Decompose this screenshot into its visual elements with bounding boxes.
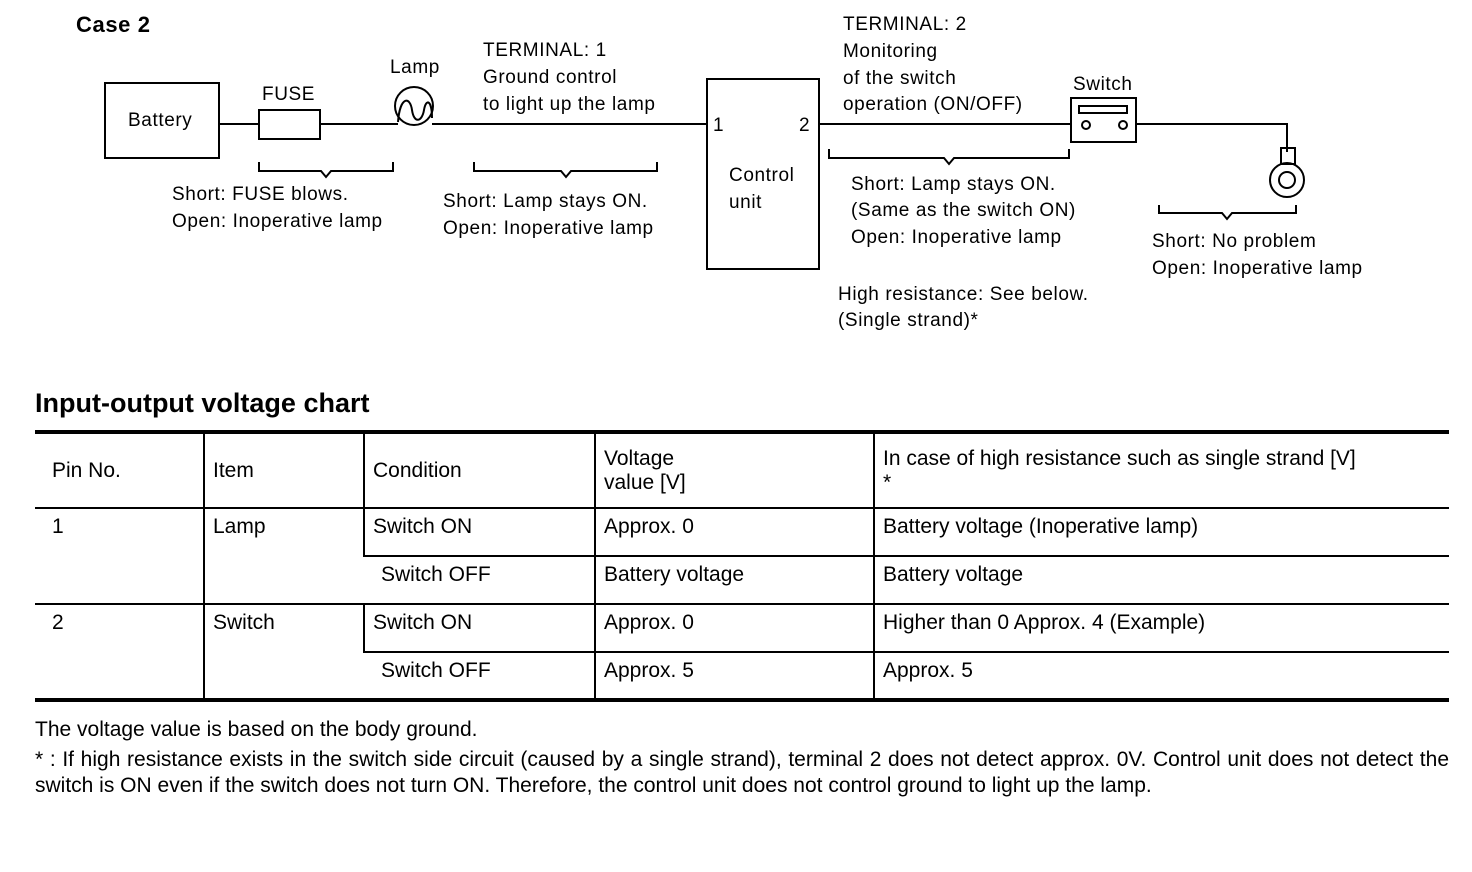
brace-ground <box>1159 205 1296 219</box>
wire-switch-ground <box>1136 124 1287 152</box>
header-resistance-line-2: * <box>883 470 892 494</box>
cell-item: Lamp <box>204 508 364 604</box>
high-resistance-note-1: High resistance: See below. <box>838 284 1089 305</box>
terminal2-line-1: TERMINAL: 2 <box>843 14 967 35</box>
header-resistance-line-1: In case of high resistance such as single strand [V] <box>883 446 1356 470</box>
cell-voltage: Approx. 0 <box>595 604 874 652</box>
switch-wire-note-1: Short: Lamp stays ON. <box>851 174 1056 195</box>
cell-high-resistance: Battery voltage <box>874 556 1449 604</box>
table-row <box>35 508 1449 556</box>
pin2-label: 2 <box>799 115 811 136</box>
header-item: Item <box>204 432 364 508</box>
cell-item: Switch <box>204 604 364 700</box>
cell-high-resistance: Approx. 5 <box>874 652 1449 700</box>
header-high-resistance <box>874 432 1449 508</box>
header-condition: Condition <box>364 432 595 508</box>
ground-note-2: Open: Inoperative lamp <box>1152 258 1363 279</box>
brace-fuse <box>259 162 393 177</box>
terminal2-line-4: operation (ON/OFF) <box>843 94 1023 115</box>
ground-symbol <box>1270 148 1304 197</box>
cell-high-resistance: Higher than 0 Approx. 4 (Example) <box>874 604 1449 652</box>
terminal1-line-3: to light up the lamp <box>483 94 656 115</box>
header-voltage <box>595 432 874 508</box>
battery-label: Battery <box>128 110 193 131</box>
pin1-label: 1 <box>713 115 725 136</box>
high-resistance-note-2: (Single strand)* <box>838 310 979 331</box>
header-voltage-line-1: Voltage <box>604 446 675 470</box>
brace-switch-wire <box>829 149 1069 164</box>
fuse-symbol <box>259 110 320 139</box>
fuse-note-2: Open: Inoperative lamp <box>172 211 383 232</box>
terminal2-line-3: of the switch <box>843 68 957 89</box>
switch-symbol <box>1071 98 1136 142</box>
lamp-symbol <box>395 87 433 125</box>
lamp-label: Lamp <box>390 57 440 78</box>
cell-voltage: Approx. 0 <box>595 508 874 556</box>
control-unit-line-2: unit <box>729 192 763 213</box>
cell-condition: Switch ON <box>364 508 595 556</box>
lamp-note-1: Short: Lamp stays ON. <box>443 191 648 212</box>
ground-note-1: Short: No problem <box>1152 231 1317 252</box>
cell-pin: 2 <box>52 611 64 634</box>
switch-wire-note-2: (Same as the switch ON) <box>851 200 1076 221</box>
brace-lamp <box>474 162 657 177</box>
cell-pin: 1 <box>52 515 64 538</box>
header-pin: Pin No. <box>52 458 121 482</box>
terminal2-line-2: Monitoring <box>843 41 938 62</box>
fuse-label: FUSE <box>262 84 316 105</box>
cell-condition: Switch OFF <box>364 556 595 604</box>
cell-voltage: Approx. 5 <box>595 652 874 700</box>
control-unit-line-1: Control <box>729 165 795 186</box>
cell-high-resistance: Battery voltage (Inoperative lamp) <box>874 508 1449 556</box>
voltage-table <box>35 430 1449 702</box>
lamp-note-2: Open: Inoperative lamp <box>443 218 654 239</box>
chart-title: Input-output voltage chart <box>35 388 370 418</box>
terminal1-line-1: TERMINAL: 1 <box>483 40 607 61</box>
table-row <box>35 604 1449 652</box>
cell-voltage: Battery voltage <box>595 556 874 604</box>
terminal1-line-2: Ground control <box>483 67 618 88</box>
switch-wire-note-3: Open: Inoperative lamp <box>851 227 1062 248</box>
cell-condition: Switch OFF <box>364 652 595 700</box>
switch-label: Switch <box>1073 74 1133 95</box>
table-header-row <box>35 432 1449 508</box>
fuse-note-1: Short: FUSE blows. <box>172 184 349 205</box>
cell-condition: Switch ON <box>364 604 595 652</box>
note-ground: The voltage value is based on the body ground. <box>35 718 478 741</box>
note-footnote: * : If high resistance exists in the switch side circuit (caused by a single strand), terminal 2 does not detect approx. 0V. Control unit does not detect the switch is ON even if the switch does not turn ON. Therefore, the control unit does not control ground to light up the lamp. <box>35 748 1449 797</box>
header-voltage-line-2: value [V] <box>604 470 686 494</box>
case-title: Case 2 <box>76 12 151 37</box>
